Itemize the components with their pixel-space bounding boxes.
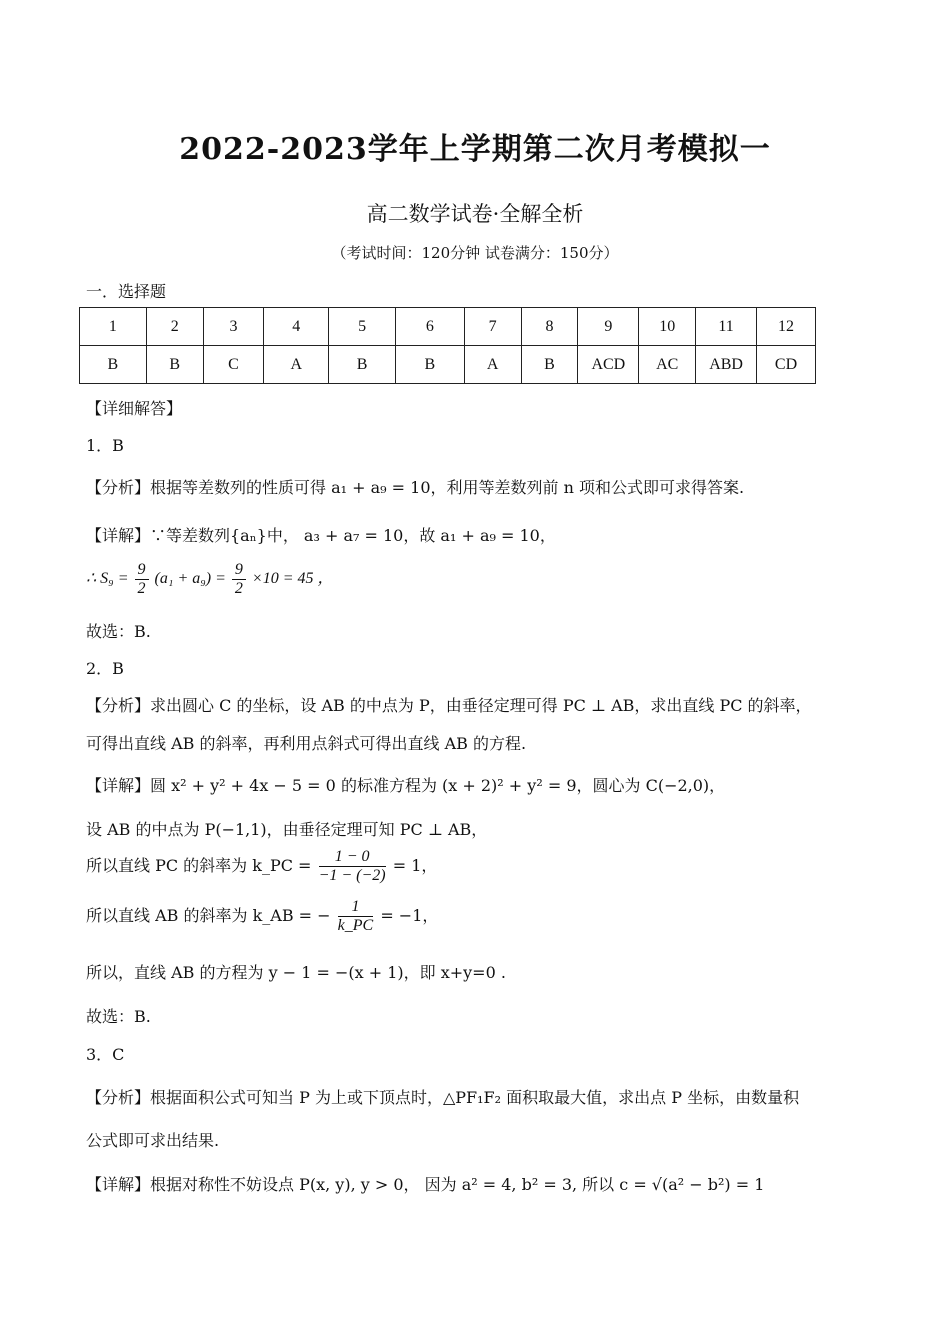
q2-slope-ab-num: 1 xyxy=(338,898,374,917)
q2-slope-pc-num: 1 − 0 xyxy=(319,848,386,867)
table-cell: 3 xyxy=(203,308,264,346)
table-cell: ABD xyxy=(696,346,757,384)
table-cell: 12 xyxy=(757,308,816,346)
q3-head: 3．C xyxy=(86,1045,125,1064)
q1-formula-left: ∴ S₉ = xyxy=(86,570,129,588)
table-cell: B xyxy=(521,346,578,384)
q1-detail: 【详解】∵等差数列{aₙ}中， a₃ + a₇ = 10，故 a₁ + a₉ = 10， xyxy=(86,526,556,545)
q1-fraction xyxy=(135,561,149,598)
table-cell: 4 xyxy=(264,308,329,346)
q1-fraction-2 xyxy=(232,561,246,598)
q3-analysis-1: 【分析】根据面积公式可知当 P 为上或下顶点时，△PF₁F₂ 面积取最大值，求出点 P 坐标，由数量积 xyxy=(86,1088,800,1107)
q2-slope-pc-end: = 1， xyxy=(392,856,438,875)
q1-fraction-2-num: 9 xyxy=(232,561,246,580)
table-cell: A xyxy=(464,346,521,384)
q2-slope-pc-den: −1 − (−2) xyxy=(318,867,386,884)
table-cell: 7 xyxy=(464,308,521,346)
q2-slope-ab-end: = −1， xyxy=(380,906,439,925)
document-subtitle: 高二数学试卷·全解全析 xyxy=(366,202,584,226)
table-cell: 5 xyxy=(329,308,396,346)
q1-analysis: 【分析】根据等差数列的性质可得 a₁ + a₉ = 10，利用等差数列前 n 项和公式即可求得答案. xyxy=(86,478,745,497)
q1-choice: 故选：B. xyxy=(86,622,151,641)
q2-detail-2: 设 AB 的中点为 P(−1,1)，由垂径定理可知 PC ⊥ AB， xyxy=(86,820,488,839)
answer-table xyxy=(79,307,816,384)
q1-formula xyxy=(86,561,334,598)
table-cell: B xyxy=(146,346,203,384)
q1-formula-right: (a₁ + a₉) = xyxy=(154,570,226,588)
q2-analysis-1: 【分析】求出圆心 C 的坐标，设 AB 的中点为 P，由垂径定理可得 PC ⊥ AB，求出直线 PC 的斜率， xyxy=(86,696,812,715)
table-cell: 1 xyxy=(80,308,147,346)
table-cell: CD xyxy=(757,346,816,384)
q2-slope-ab-den: k_PC xyxy=(337,917,374,934)
table-cell: C xyxy=(203,346,264,384)
q2-line-eq: 所以，直线 AB 的方程为 y − 1 = −(x + 1)，即 x+y=0 . xyxy=(86,963,506,982)
q1-formula-end: ×10 = 45 ， xyxy=(251,570,334,588)
q2-detail-1: 【详解】圆 x² + y² + 4x − 5 = 0 的标准方程为 (x + 2)² + y² = 9，圆心为 C(−2,0)， xyxy=(86,776,726,795)
exam-info: （考试时间：120分钟 试卷满分：150分） xyxy=(331,244,619,262)
q2-choice: 故选：B. xyxy=(86,1007,151,1026)
q2-slope-ab-fraction xyxy=(338,898,374,935)
q3-analysis-2: 公式即可求出结果. xyxy=(86,1131,220,1150)
q1-head: 1．B xyxy=(86,436,124,455)
table-cell: 11 xyxy=(696,308,757,346)
q3-detail-1: 【详解】根据对称性不妨设点 P(x, y), y > 0， 因为 a² = 4, b² = 3, 所以 c = √(a² − b²) = 1 xyxy=(86,1175,765,1194)
q1-fraction-den: 2 xyxy=(137,580,146,597)
table-cell: ACD xyxy=(578,346,639,384)
table-cell: 2 xyxy=(146,308,203,346)
document-title: 2022-2023学年上学期第二次月考模拟一 xyxy=(179,132,771,167)
answer-table-number-row xyxy=(80,308,816,346)
q2-slope-ab-text: 所以直线 AB 的斜率为 k_AB = − xyxy=(86,906,331,925)
q2-slope-pc-fraction xyxy=(319,848,386,885)
table-cell: 10 xyxy=(639,308,696,346)
table-cell: A xyxy=(264,346,329,384)
q1-fraction-num: 9 xyxy=(135,561,149,580)
q2-analysis-2: 可得出直线 AB 的斜率，再利用点斜式可得出直线 AB 的方程. xyxy=(86,734,527,753)
table-cell: AC xyxy=(639,346,696,384)
q1-fraction-2-den: 2 xyxy=(234,580,243,597)
table-cell: 8 xyxy=(521,308,578,346)
table-cell: 9 xyxy=(578,308,639,346)
q2-slope-pc xyxy=(86,848,437,885)
table-cell: B xyxy=(80,346,147,384)
q2-slope-ab xyxy=(86,898,438,935)
table-cell: 6 xyxy=(395,308,464,346)
q2-head: 2．B xyxy=(86,659,124,678)
q2-slope-pc-text: 所以直线 PC 的斜率为 k_PC = xyxy=(86,856,312,875)
detail-heading: 【详细解答】 xyxy=(86,399,183,418)
table-cell: B xyxy=(329,346,396,384)
answer-table-answer-row xyxy=(80,346,816,384)
section-title: 一．选择题 xyxy=(86,282,167,301)
table-cell: B xyxy=(395,346,464,384)
